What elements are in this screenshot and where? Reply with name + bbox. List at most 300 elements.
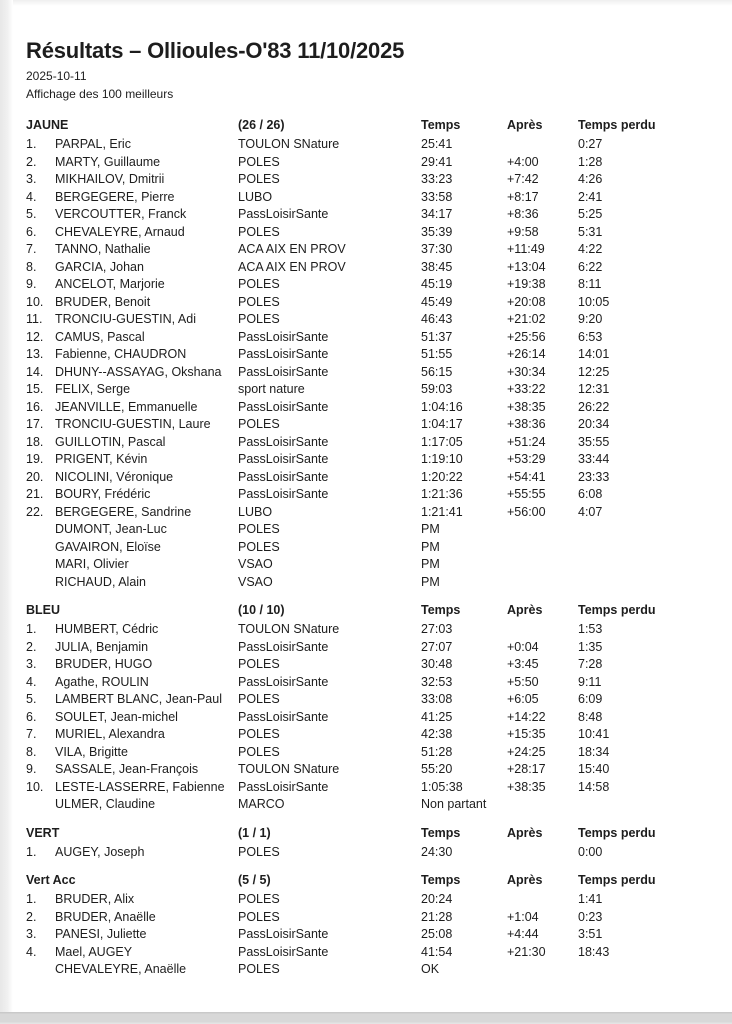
- rank: [26, 521, 55, 539]
- result-row: [26, 891, 720, 909]
- behind-value: +30:34: [507, 364, 546, 379]
- finisher-count: (10 / 10): [238, 603, 285, 617]
- time-lost-value: 1:35: [578, 639, 603, 654]
- result-row: [26, 674, 720, 692]
- time-lost-value: 14:58: [578, 779, 610, 794]
- result-row: [26, 206, 720, 224]
- rank: 2.: [26, 909, 37, 924]
- time-value: 51:37: [421, 329, 453, 344]
- category-name: BLEU: [26, 603, 61, 617]
- competitor-name: ANCELOT, Marjorie: [55, 277, 165, 291]
- behind-value: +38:35: [507, 399, 546, 414]
- competitor-name: BERGEGERE, Pierre: [55, 189, 175, 204]
- category-name: Vert Acc: [26, 873, 76, 887]
- behind-value: [507, 136, 578, 154]
- behind-value: +55:55: [507, 487, 546, 501]
- time-value: 1:21:36: [421, 487, 463, 501]
- club-name: PassLoisirSante: [238, 487, 329, 501]
- rank: 4.: [26, 944, 37, 959]
- category-section: [26, 823, 720, 862]
- competitor-name: BRUDER, HUGO: [55, 657, 153, 671]
- rank: 10.: [26, 294, 44, 309]
- result-row: [26, 416, 720, 434]
- time-lost-value: 1:53: [578, 622, 603, 636]
- behind-value: +33:22: [507, 382, 546, 396]
- rank: 10.: [26, 779, 44, 794]
- behind-value: [507, 539, 578, 557]
- competitor-name: Mael, AUGEY: [55, 944, 133, 959]
- competitor-name: MARTY, Guillaume: [55, 154, 161, 169]
- section-header-row: [26, 870, 720, 891]
- competitor-name: CHEVALEYRE, Anaëlle: [55, 962, 187, 976]
- time-value: 42:38: [421, 727, 453, 741]
- category-section: [26, 115, 720, 591]
- club-name: POLES: [238, 962, 280, 976]
- behind-value: +14:22: [507, 709, 546, 724]
- rank: 16.: [26, 399, 44, 414]
- result-row: [26, 726, 720, 744]
- club-name: PassLoisirSante: [238, 779, 329, 794]
- time-value: 55:20: [421, 762, 453, 776]
- time-value: PM: [421, 522, 440, 536]
- column-header-temps-perdu: Temps perdu: [578, 118, 656, 132]
- behind-value: [507, 796, 578, 814]
- behind-value: +19:38: [507, 277, 546, 291]
- behind-value: +5:50: [507, 674, 539, 689]
- result-row: [26, 294, 720, 312]
- behind-value: +3:45: [507, 657, 539, 671]
- behind-value: [507, 961, 578, 979]
- time-value: PM: [421, 557, 440, 571]
- competitor-name: MARI, Olivier: [55, 557, 129, 571]
- competitor-name: FELIX, Serge: [55, 382, 131, 396]
- time-lost-value: 5:25: [578, 207, 603, 221]
- time-value: 37:30: [421, 242, 453, 256]
- display-note: Affichage des 100 meilleurs: [26, 87, 174, 101]
- club-name: PassLoisirSante: [238, 639, 329, 654]
- result-row: [26, 504, 720, 522]
- competitor-name: TRONCIU-GUESTIN, Adi: [55, 312, 196, 326]
- time-lost-value: 26:22: [578, 399, 610, 414]
- time-lost-value: 15:40: [578, 762, 610, 776]
- rank: 1.: [26, 892, 37, 906]
- club-name: POLES: [238, 172, 280, 186]
- time-lost-value: 23:33: [578, 469, 610, 484]
- time-lost-value: 10:41: [578, 727, 610, 741]
- rank: 8.: [26, 744, 37, 759]
- behind-value: +51:24: [507, 434, 546, 449]
- time-lost-value: 4:26: [578, 172, 603, 186]
- time-value: 46:43: [421, 312, 453, 326]
- club-name: POLES: [238, 657, 280, 671]
- time-lost-value: 9:11: [578, 674, 602, 689]
- result-row: [26, 574, 720, 592]
- time-value: PM: [421, 539, 440, 554]
- behind-value: [507, 556, 578, 574]
- results-sections: [26, 115, 720, 979]
- result-row: [26, 926, 720, 944]
- time-lost-value: 10:05: [578, 294, 610, 309]
- time-value: 38:45: [421, 259, 453, 274]
- competitor-name: TANNO, Nathalie: [55, 242, 151, 256]
- behind-value: +4:00: [507, 154, 539, 169]
- club-name: PassLoisirSante: [238, 944, 329, 959]
- result-row: [26, 224, 720, 242]
- behind-value: +8:36: [507, 207, 539, 221]
- club-name: PassLoisirSante: [238, 347, 329, 361]
- club-name: TOULON SNature: [238, 137, 340, 151]
- rank: 6.: [26, 224, 37, 239]
- column-header-apres: Après: [507, 825, 543, 840]
- rank: 9.: [26, 762, 37, 776]
- competitor-name: TRONCIU-GUESTIN, Laure: [55, 417, 211, 431]
- category-name: JAUNE: [26, 118, 69, 132]
- club-name: POLES: [238, 539, 280, 554]
- competitor-name: NICOLINI, Véronique: [55, 469, 174, 484]
- behind-value: +21:30: [507, 944, 546, 959]
- rank: 14.: [26, 364, 44, 379]
- column-header-temps: Temps: [421, 603, 461, 617]
- time-lost-value: 6:53: [578, 329, 603, 344]
- time-lost-value: 8:11: [578, 277, 602, 291]
- time-lost-value: 12:25: [578, 364, 610, 379]
- result-row: [26, 639, 720, 657]
- result-row: [26, 311, 720, 329]
- club-name: TOULON SNature: [238, 622, 340, 636]
- club-name: POLES: [238, 909, 280, 924]
- club-name: POLES: [238, 522, 280, 536]
- behind-value: +26:14: [507, 347, 546, 361]
- club-name: PassLoisirSante: [238, 399, 329, 414]
- time-lost-value: 5:31: [578, 224, 603, 239]
- section-header-row: [26, 823, 720, 844]
- club-name: TOULON SNature: [238, 762, 340, 776]
- competitor-name: CAMUS, Pascal: [55, 329, 145, 344]
- club-name: ACA AIX EN PROV: [238, 242, 346, 256]
- rank: [26, 961, 55, 979]
- competitor-name: SOULET, Jean-michel: [55, 709, 178, 724]
- rank: 8.: [26, 259, 37, 274]
- club-name: PassLoisirSante: [238, 927, 329, 941]
- rank: 19.: [26, 452, 44, 466]
- time-value: Non partant: [421, 797, 487, 811]
- time-value: 45:49: [421, 294, 453, 309]
- result-row: [26, 796, 720, 814]
- club-name: POLES: [238, 844, 280, 859]
- behind-value: +8:17: [507, 189, 539, 204]
- time-value: 1:05:38: [421, 779, 463, 794]
- result-row: [26, 744, 720, 762]
- club-name: POLES: [238, 892, 280, 906]
- competitor-name: JULIA, Benjamin: [55, 639, 149, 654]
- category-name: VERT: [26, 825, 60, 840]
- column-header-apres: Après: [507, 873, 543, 887]
- column-header-temps-perdu: Temps perdu: [578, 873, 656, 887]
- behind-value: +7:42: [507, 172, 539, 186]
- time-value: 21:28: [421, 909, 453, 924]
- rank: 6.: [26, 709, 37, 724]
- column-header-temps: Temps: [421, 118, 461, 132]
- page-edge-left: [0, 0, 13, 1024]
- club-name: POLES: [238, 294, 280, 309]
- category-section: [26, 600, 720, 814]
- time-lost-value: 7:28: [578, 657, 603, 671]
- rank: 17.: [26, 417, 44, 431]
- column-header-temps-perdu: Temps perdu: [578, 603, 656, 617]
- time-lost-value: 1:28: [578, 154, 603, 169]
- time-value: 51:28: [421, 744, 453, 759]
- competitor-name: VILA, Brigitte: [55, 744, 128, 759]
- behind-value: +24:25: [507, 744, 546, 759]
- competitor-name: PANESI, Juliette: [55, 927, 147, 941]
- result-row: [26, 539, 720, 557]
- competitor-name: GUILLOTIN, Pascal: [55, 434, 166, 449]
- behind-value: +56:00: [507, 504, 546, 519]
- behind-value: [507, 521, 578, 539]
- finisher-count: (26 / 26): [238, 118, 285, 132]
- time-lost-value: 8:48: [578, 709, 603, 724]
- result-row: [26, 364, 720, 382]
- competitor-name: HUMBERT, Cédric: [55, 622, 159, 636]
- time-value: 41:25: [421, 709, 453, 724]
- competitor-name: Fabienne, CHAUDRON: [55, 347, 187, 361]
- result-row: [26, 346, 720, 364]
- time-lost-value: 4:07: [578, 504, 603, 519]
- result-row: [26, 844, 720, 862]
- time-lost-value: 6:09: [578, 692, 603, 706]
- behind-value: +6:05: [507, 692, 539, 706]
- behind-value: +21:02: [507, 312, 546, 326]
- rank: 21.: [26, 487, 44, 501]
- time-lost-value: 6:08: [578, 487, 603, 501]
- time-value: 51:55: [421, 347, 453, 361]
- rank: 18.: [26, 434, 44, 449]
- result-row: [26, 154, 720, 172]
- page-edge-bottom: [0, 1012, 732, 1024]
- time-value: 24:30: [421, 844, 453, 859]
- club-name: PassLoisirSante: [238, 452, 329, 466]
- time-lost-value: 35:55: [578, 434, 610, 449]
- time-lost-value: [578, 539, 720, 557]
- result-row: [26, 761, 720, 779]
- competitor-name: PARPAL, Eric: [55, 137, 131, 151]
- behind-value: +38:35: [507, 779, 546, 794]
- behind-value: +28:17: [507, 762, 546, 776]
- rank: 1.: [26, 844, 37, 859]
- competitor-name: Agathe, ROULIN: [55, 674, 149, 689]
- finisher-count: (1 / 1): [238, 825, 271, 840]
- rank: 11.: [26, 312, 43, 326]
- time-lost-value: 18:34: [578, 744, 610, 759]
- column-header-apres: Après: [507, 118, 543, 132]
- result-row: [26, 276, 720, 294]
- competitor-name: PRIGENT, Kévin: [55, 452, 148, 466]
- time-value: 25:08: [421, 927, 453, 941]
- section-header-row: [26, 115, 720, 136]
- result-row: [26, 656, 720, 674]
- time-value: 45:19: [421, 277, 453, 291]
- behind-value: +38:36: [507, 417, 546, 431]
- time-value: OK: [421, 962, 440, 976]
- time-value: PM: [421, 574, 440, 589]
- club-name: PassLoisirSante: [238, 469, 329, 484]
- section-header-row: [26, 600, 720, 621]
- rank: [26, 539, 55, 557]
- time-value: 30:48: [421, 657, 453, 671]
- finisher-count: (5 / 5): [238, 873, 271, 887]
- time-lost-value: 9:20: [578, 312, 603, 326]
- results-document: [26, 38, 720, 979]
- result-row: [26, 961, 720, 979]
- time-value: 1:19:10: [421, 452, 463, 466]
- rank: 7.: [26, 727, 37, 741]
- club-name: LUBO: [238, 189, 273, 204]
- rank: 4.: [26, 189, 37, 204]
- club-name: MARCO: [238, 797, 285, 811]
- competitor-name: AUGEY, Joseph: [55, 844, 145, 859]
- time-value: 33:23: [421, 172, 453, 186]
- competitor-name: VERCOUTTER, Franck: [55, 207, 187, 221]
- result-row: [26, 521, 720, 539]
- time-lost-value: 0:27: [578, 137, 603, 151]
- result-row: [26, 451, 720, 469]
- competitor-name: MURIEL, Alexandra: [55, 727, 165, 741]
- result-row: [26, 171, 720, 189]
- time-lost-value: [578, 574, 720, 592]
- page-title: Résultats – Ollioules-O'83 11/10/2025: [26, 38, 405, 63]
- time-lost-value: 33:44: [578, 452, 610, 466]
- club-name: LUBO: [238, 504, 273, 519]
- time-lost-value: 0:23: [578, 909, 603, 924]
- time-lost-value: [578, 556, 720, 574]
- result-row: [26, 709, 720, 727]
- club-name: POLES: [238, 312, 280, 326]
- time-value: 33:08: [421, 692, 453, 706]
- club-name: POLES: [238, 417, 280, 431]
- rank: 3.: [26, 927, 37, 941]
- behind-value: [507, 891, 578, 909]
- column-header-temps-perdu: Temps perdu: [578, 825, 656, 840]
- time-value: 1:04:17: [421, 417, 463, 431]
- behind-value: +13:04: [507, 259, 546, 274]
- competitor-name: SASSALE, Jean-François: [55, 762, 199, 776]
- time-value: 25:41: [421, 137, 453, 151]
- time-lost-value: [578, 796, 720, 814]
- club-name: POLES: [238, 727, 280, 741]
- time-value: 34:17: [421, 207, 453, 221]
- club-name: PassLoisirSante: [238, 434, 329, 449]
- result-row: [26, 136, 720, 154]
- competitor-name: LAMBERT BLANC, Jean-Paul: [55, 692, 222, 706]
- behind-value: +4:44: [507, 927, 539, 941]
- time-lost-value: 12:31: [578, 382, 610, 396]
- behind-value: +9:58: [507, 224, 539, 239]
- time-lost-value: 2:41: [578, 189, 603, 204]
- rank: [26, 796, 55, 814]
- result-row: [26, 434, 720, 452]
- behind-value: +53:29: [507, 452, 546, 466]
- rank: 3.: [26, 172, 37, 186]
- rank: 1.: [26, 622, 37, 636]
- time-value: 59:03: [421, 382, 453, 396]
- competitor-name: MIKHAILOV, Dmitrii: [55, 172, 165, 186]
- time-lost-value: 6:22: [578, 259, 603, 274]
- behind-value: [507, 621, 578, 639]
- club-name: POLES: [238, 692, 280, 706]
- rank: 7.: [26, 242, 37, 256]
- result-row: [26, 691, 720, 709]
- result-row: [26, 189, 720, 207]
- competitor-name: DUMONT, Jean-Luc: [55, 522, 167, 536]
- page-edge-top: [0, 0, 732, 6]
- time-lost-value: 18:43: [578, 944, 610, 959]
- rank: 2.: [26, 639, 37, 654]
- result-row: [26, 779, 720, 797]
- club-name: POLES: [238, 154, 280, 169]
- time-value: 32:53: [421, 674, 453, 689]
- club-name: PassLoisirSante: [238, 207, 329, 221]
- result-row: [26, 259, 720, 277]
- rank: 1.: [26, 137, 37, 151]
- behind-value: +15:35: [507, 727, 546, 741]
- competitor-name: BOURY, Frédéric: [55, 487, 151, 501]
- time-value: 1:20:22: [421, 469, 463, 484]
- result-row: [26, 329, 720, 347]
- time-value: 41:54: [421, 944, 453, 959]
- competitor-name: BRUDER, Alix: [55, 892, 135, 906]
- time-value: 35:39: [421, 224, 453, 239]
- behind-value: +54:41: [507, 469, 546, 484]
- club-name: PassLoisirSante: [238, 329, 329, 344]
- rank: 5.: [26, 692, 37, 706]
- result-row: [26, 909, 720, 927]
- competitor-name: GAVAIRON, Eloïse: [55, 539, 161, 554]
- rank: 22.: [26, 504, 44, 519]
- competitor-name: CHEVALEYRE, Arnaud: [55, 224, 185, 239]
- competitor-name: JEANVILLE, Emmanuelle: [55, 399, 198, 414]
- competitor-name: RICHAUD, Alain: [55, 574, 146, 589]
- club-name: VSAO: [238, 574, 273, 589]
- time-lost-value: 4:22: [578, 242, 603, 256]
- rank: 2.: [26, 154, 37, 169]
- time-value: 27:07: [421, 639, 453, 654]
- rank: 3.: [26, 657, 37, 671]
- club-name: PassLoisirSante: [238, 364, 329, 379]
- result-row: [26, 944, 720, 962]
- rank: 15.: [26, 382, 44, 396]
- behind-value: [507, 574, 578, 592]
- club-name: POLES: [238, 277, 280, 291]
- time-value: 29:41: [421, 154, 453, 169]
- time-value: 1:04:16: [421, 399, 463, 414]
- club-name: POLES: [238, 744, 280, 759]
- time-lost-value: [578, 961, 720, 979]
- rank: [26, 556, 55, 574]
- time-lost-value: 3:51: [578, 927, 603, 941]
- club-name: ACA AIX EN PROV: [238, 259, 346, 274]
- time-value: 20:24: [421, 892, 453, 906]
- behind-value: +20:08: [507, 294, 546, 309]
- behind-value: +25:56: [507, 329, 546, 344]
- time-lost-value: [578, 521, 720, 539]
- time-value: 1:17:05: [421, 434, 463, 449]
- rank: [26, 574, 55, 592]
- behind-value: +0:04: [507, 639, 539, 654]
- behind-value: +1:04: [507, 909, 539, 924]
- time-lost-value: 14:01: [578, 347, 610, 361]
- result-row: [26, 241, 720, 259]
- time-value: 27:03: [421, 622, 453, 636]
